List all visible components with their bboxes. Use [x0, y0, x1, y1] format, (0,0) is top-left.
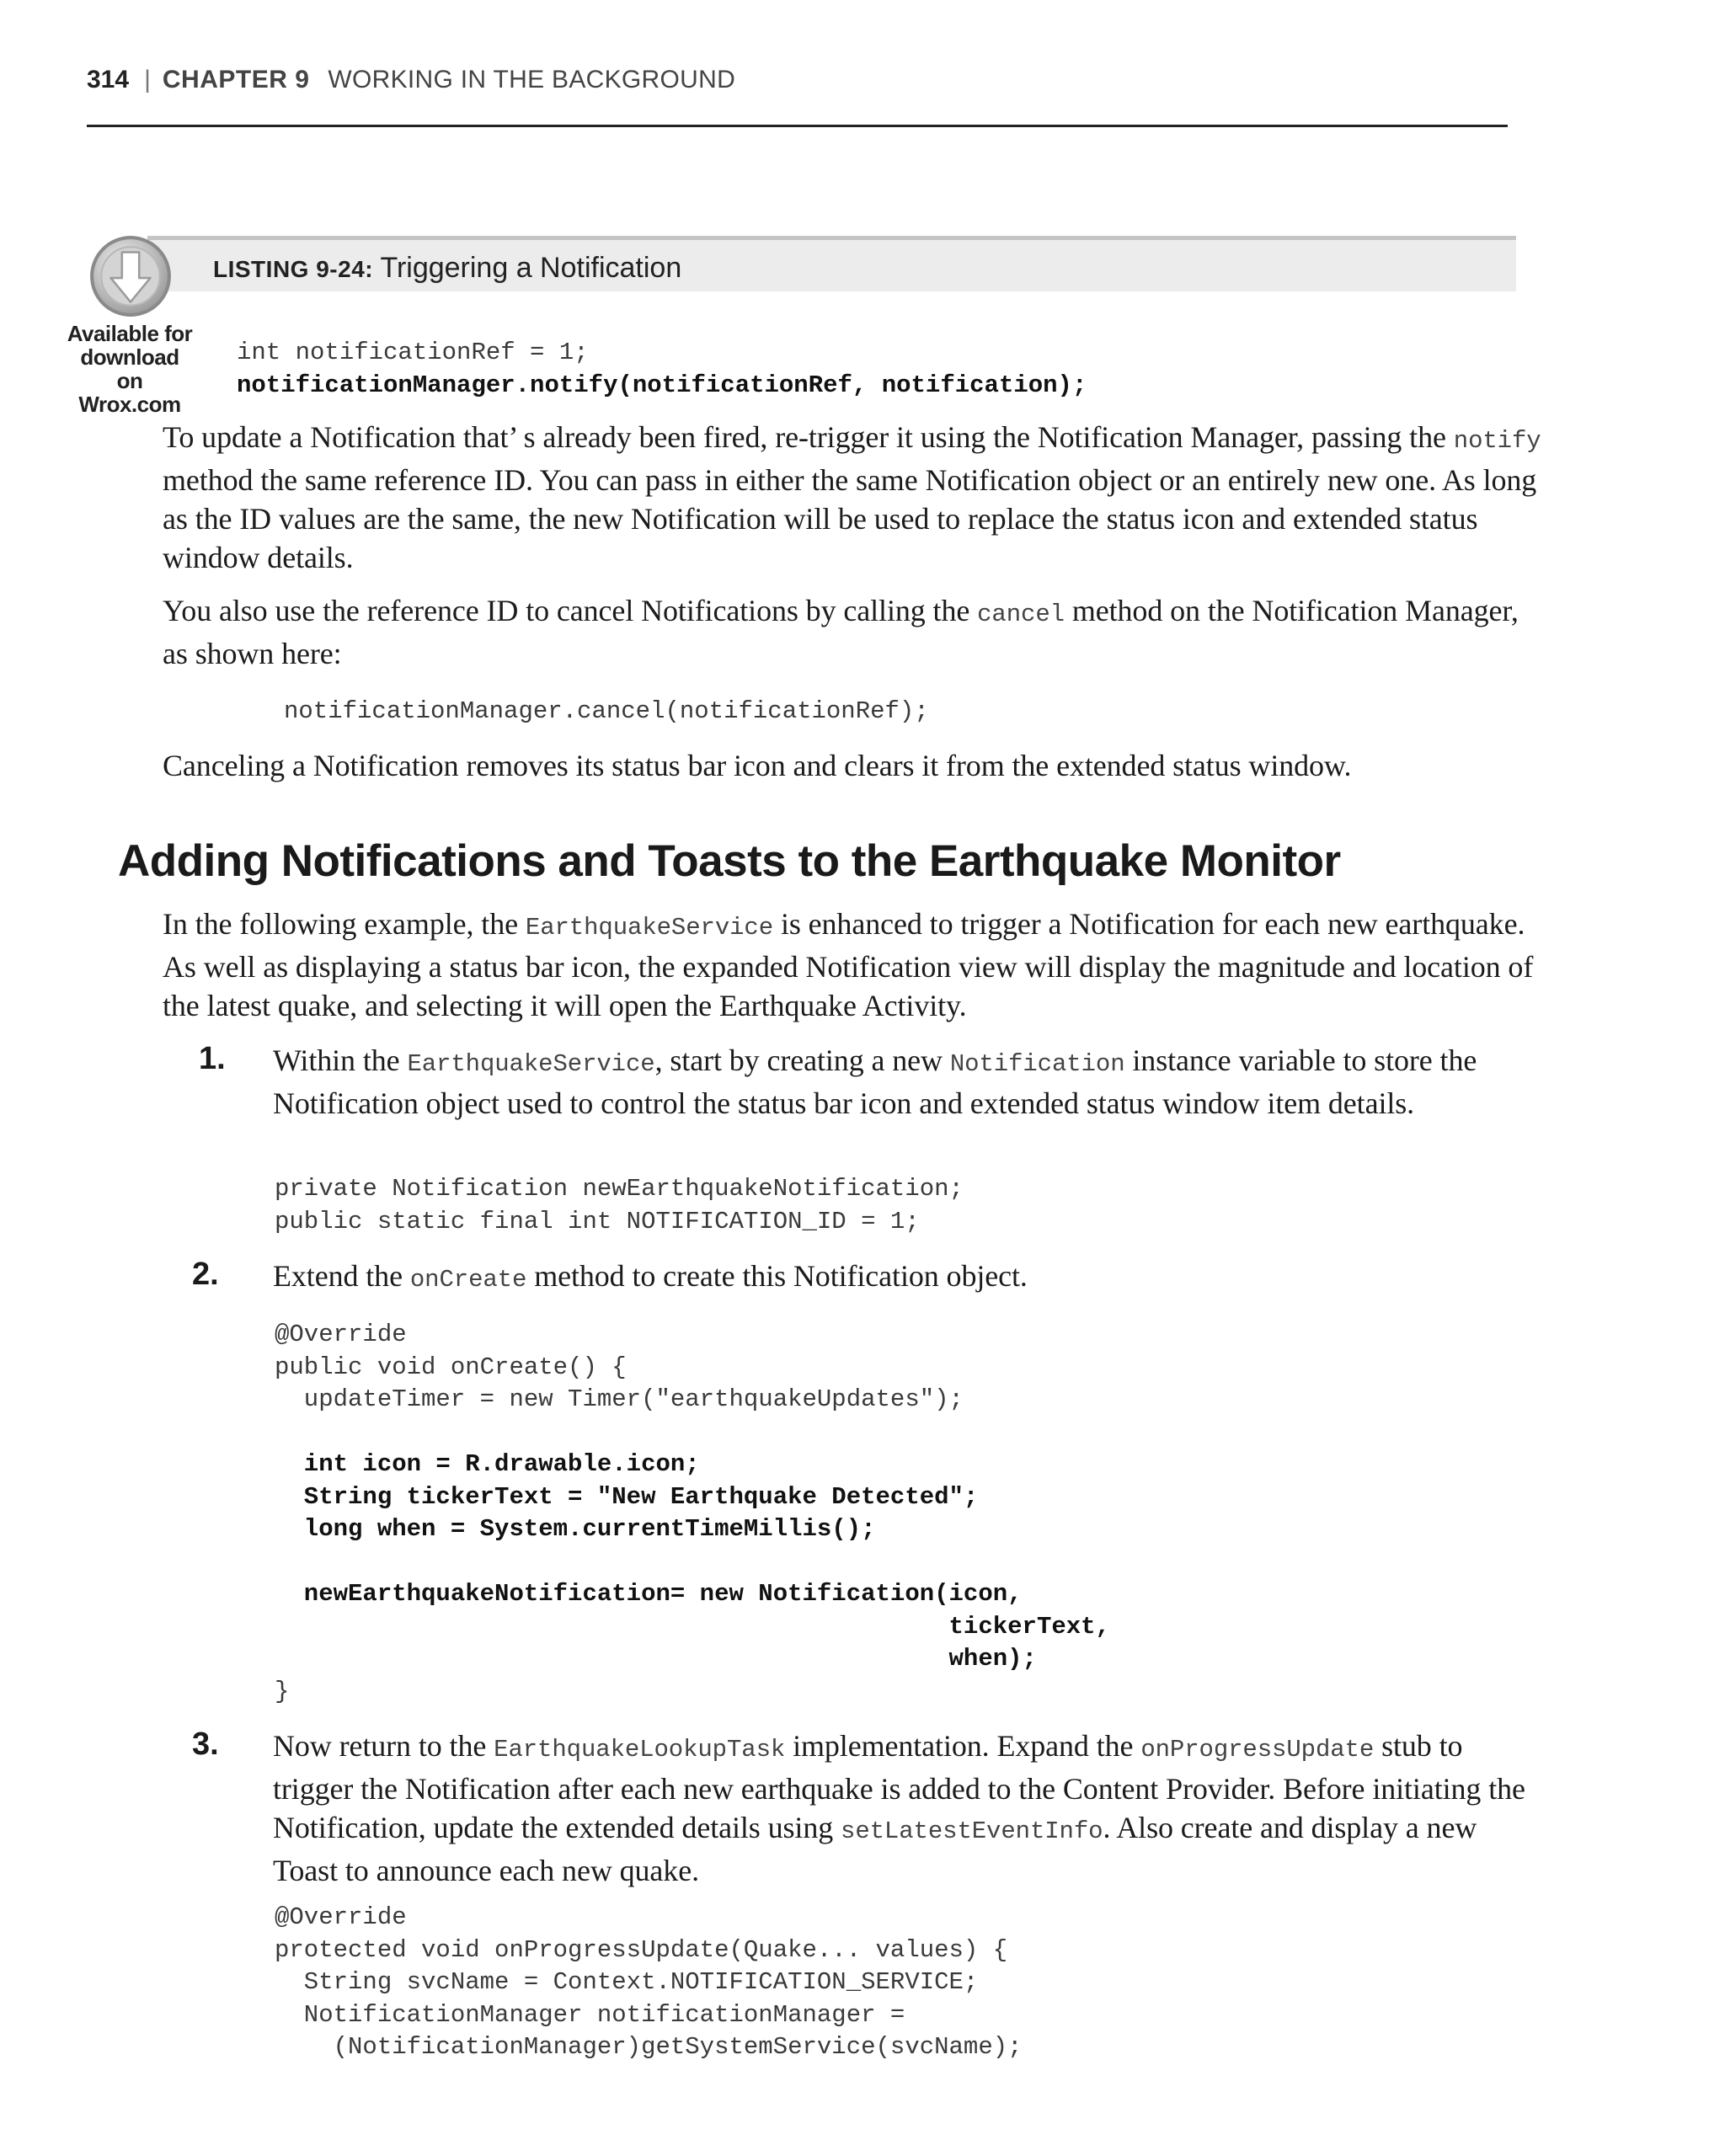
paragraph-update-notification	[163, 418, 1544, 577]
code-line: protected void onProgressUpdate(Quake... values) {	[275, 1935, 1008, 1964]
code-line: updateTimer = new Timer("earthquakeUpdates");	[275, 1385, 964, 1413]
code-line: NotificationManager notificationManager =	[275, 2000, 905, 2029]
code-line: int notificationRef = 1;	[237, 339, 589, 366]
code-line: (NotificationManager)getSystemService(svcName);	[275, 2033, 1023, 2061]
text-run: instance variable to store the Notification object used to control the status bar icon and extended status window item details.	[273, 1043, 1477, 1120]
download-caption-line2: download on	[80, 344, 179, 393]
text-run: In the following example, the	[163, 907, 526, 941]
header-separator: |	[144, 66, 151, 93]
listing-title-bar	[147, 236, 1516, 291]
text-run: , start by creating a new	[654, 1043, 950, 1077]
step1-text	[273, 1041, 1536, 1123]
text-run: method on the Notification Manager, as shown here:	[163, 594, 1519, 670]
code-line: String svcName = Context.NOTIFICATION_SERVICE;	[275, 1968, 979, 1996]
text-run: Extend the	[273, 1259, 410, 1293]
step3-text	[273, 1726, 1536, 1890]
code-line: long when = System.currentTimeMillis();	[275, 1515, 876, 1543]
step-number: 3.	[192, 1726, 219, 1762]
listing-title: Triggering a Notification	[380, 252, 682, 284]
code-line: @Override	[275, 1903, 407, 1931]
text-run: You also use the reference ID to cancel Notifications by calling the	[163, 594, 978, 627]
text-run: Within the	[273, 1043, 408, 1077]
code-line: private Notification newEarthquakeNotification;	[275, 1175, 964, 1203]
chapter-label: CHAPTER 9	[162, 66, 310, 93]
inline-code: onCreate	[409, 1266, 527, 1294]
inline-code: cancel	[977, 600, 1065, 628]
step1-code	[275, 1173, 964, 1238]
text-run: Now return to the	[273, 1729, 494, 1763]
step2-code	[275, 1319, 1110, 1708]
listing-label	[213, 252, 681, 285]
step2-text	[273, 1257, 1536, 1299]
text-run: method to create this Notification object.	[526, 1259, 1028, 1293]
code-line: tickerText,	[275, 1612, 1110, 1641]
download-caption[interactable]	[66, 322, 194, 416]
text-run: method the same reference ID. You can pass in either the same Notification object or an entirely new one. As long as the ID values are the same, the new Notification will be used to replace the status icon and extended status window details.	[163, 463, 1537, 574]
code-line: String tickerText = "New Earthquake Detected";	[275, 1482, 979, 1511]
inline-code: EarthquakeService	[407, 1050, 655, 1078]
code-line: notificationManager.notify(notificationRef, notification);	[237, 371, 1087, 399]
header-rule	[87, 125, 1508, 127]
listing-code	[237, 337, 1087, 402]
code-line: public void onCreate() {	[275, 1353, 627, 1381]
page-number: 314	[87, 66, 130, 93]
download-caption-line3: Wrox.com	[78, 392, 181, 417]
code-line: when);	[275, 1645, 1037, 1673]
step-number: 1.	[199, 1041, 226, 1076]
paragraph-example-intro	[163, 905, 1544, 1025]
text-run: stub to trigger the Notification after each new earthquake is added to the Content Provider. Before initiating the Notification, update the extended details using	[273, 1729, 1525, 1844]
paragraph-canceling: Canceling a Notification removes its status bar icon and clears it from the extended status window.	[163, 749, 1352, 782]
text-run: implementation. Expand the	[785, 1729, 1141, 1763]
inline-code: EarthquakeService	[525, 914, 774, 942]
cancel-code: notificationManager.cancel(notificationRef);	[284, 697, 929, 725]
listing-number: LISTING 9-24:	[213, 256, 374, 282]
code-line: int icon = R.drawable.icon;	[275, 1450, 700, 1478]
code-line: @Override	[275, 1321, 407, 1348]
inline-code: EarthquakeLookupTask	[494, 1736, 786, 1764]
code-line: }	[275, 1677, 290, 1705]
code-line: public static final int NOTIFICATION_ID = 1;	[275, 1207, 920, 1235]
paragraph-cancel-notification	[163, 591, 1544, 673]
text-run: is enhanced to trigger a Notification for each new earthquake. As well as displaying a status bar icon, the expanded Notification view will display the magnitude and location of the latest quake, and selecting it will open the Earthquake Activity.	[163, 907, 1534, 1022]
chapter-title: WORKING IN THE BACKGROUND	[328, 66, 736, 93]
text-run: . Also create and display a new Toast to announce each new quake.	[273, 1811, 1477, 1887]
download-icon	[88, 233, 174, 319]
inline-code: onProgressUpdate	[1140, 1736, 1375, 1764]
running-header	[87, 66, 735, 94]
inline-code: setLatestEventInfo	[841, 1817, 1103, 1845]
section-heading: Adding Notifications and Toasts to the Earthquake Monitor	[118, 836, 1341, 886]
inline-code: notify	[1453, 427, 1541, 455]
inline-code: Notification	[949, 1050, 1125, 1078]
code-line: newEarthquakeNotification= new Notification(icon,	[275, 1580, 1023, 1608]
download-caption-line1: Available for	[67, 321, 193, 346]
text-run: To update a Notification that’ s already been fired, re-trigger it using the Notification Manager, passing the	[163, 420, 1454, 454]
step-number: 2.	[192, 1257, 219, 1292]
step3-code	[275, 1902, 1023, 2064]
